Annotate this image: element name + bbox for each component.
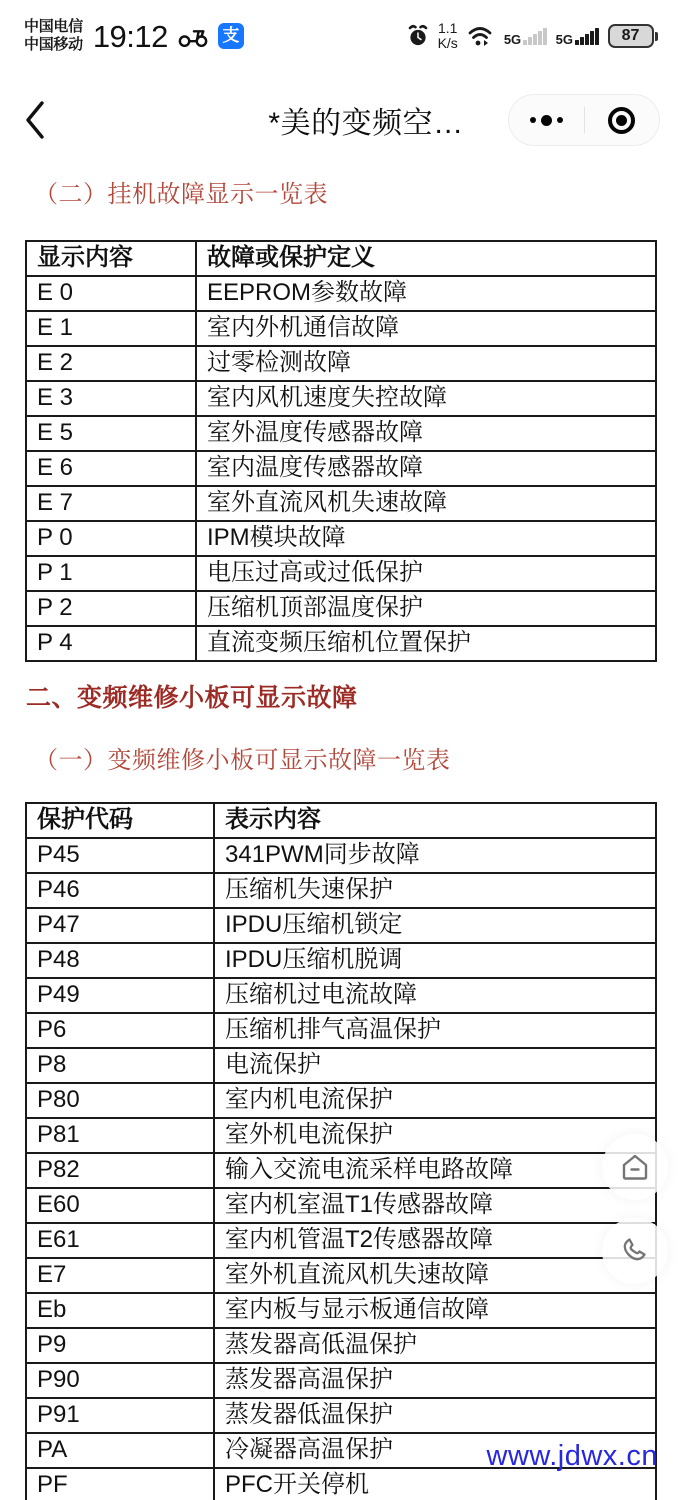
table-row [26,908,656,943]
signal-1-label: 5G [503,31,522,47]
cell-code: E 1 [26,311,196,346]
cell-description: 室内风机速度失控故障 [196,381,656,416]
cell-code: P81 [26,1118,214,1153]
cell-code: P82 [26,1153,214,1188]
cell-description: IPM模块故障 [196,521,656,556]
cell-code: E 6 [26,451,196,486]
cell-description: PFC开关停机 [214,1468,656,1500]
home-icon [618,1150,652,1184]
signal-2-label: 5G [555,31,573,47]
table-row [26,451,656,486]
table-row [26,1083,656,1118]
cell-description: 室内温度传感器故障 [196,451,656,486]
cell-description: 过零检测故障 [196,346,656,381]
cell-description: 室内外机通信故障 [196,311,656,346]
table-row [26,1188,656,1223]
floating-phone-button[interactable] [602,1218,668,1284]
chevron-left-icon [22,98,48,142]
watermark: www.jdwx.cn [486,1440,658,1472]
battery-level-label: 87 [608,24,654,48]
cell-code: P9 [26,1328,214,1363]
cell-description: 直流变频压缩机位置保护 [196,626,656,661]
page-title: *美的变频空… [268,107,464,140]
cell-code: Eb [26,1293,214,1328]
cell-code: P 2 [26,591,196,626]
status-bar-right [407,21,658,51]
table-row [26,1223,656,1258]
cell-code: E 0 [26,276,196,311]
fault-table-wall-unit [25,240,657,662]
table-row [26,346,656,381]
column-header-meaning: 表示内容 [214,803,656,838]
fault-table-repair-board [25,802,657,1500]
table-row [26,1258,656,1293]
table-row [26,416,656,451]
table-row [26,1118,656,1153]
more-dots-icon [530,115,563,126]
column-header-definition: 故障或保护定义 [196,241,656,276]
table1-body [26,276,656,661]
cell-description: 压缩机失速保护 [214,873,656,908]
table-row [26,1293,656,1328]
cell-code: P 0 [26,521,196,556]
battery-indicator [608,24,659,48]
cell-code: PA [26,1433,214,1468]
cell-code: E 7 [26,486,196,521]
cell-description: 电压过高或过低保护 [196,556,656,591]
signal-indicator-1 [504,28,547,45]
heading-section-2-1-sub: （一）变频维修小板可显示故障一览表 [34,747,451,774]
column-header-code: 显示内容 [26,241,196,276]
status-bar [0,0,682,72]
table-header-row [26,241,656,276]
cell-code: P80 [26,1083,214,1118]
table-header-row [26,803,656,838]
table-row [26,1048,656,1083]
cell-code: P47 [26,908,214,943]
table-row [26,873,656,908]
cell-code: E61 [26,1223,214,1258]
status-bar-left [24,18,244,54]
table-row [26,838,656,873]
column-header-protection-code: 保护代码 [26,803,214,838]
cell-code: E7 [26,1258,214,1293]
cell-description: 室内机室温T1传感器故障 [214,1188,656,1223]
cell-code: P8 [26,1048,214,1083]
table-row [26,626,656,661]
alarm-clock-icon [407,24,429,48]
cell-code: P45 [26,838,214,873]
cell-description: 压缩机过电流故障 [214,978,656,1013]
carrier-labels [24,18,83,54]
cell-description: IPDU压缩机脱调 [214,943,656,978]
table-row [26,486,656,521]
cell-code: P6 [26,1013,214,1048]
table-row [26,311,656,346]
signal-1-bars [523,28,547,45]
signal-indicator-2 [556,28,599,45]
cell-description: 室外直流风机失速故障 [196,486,656,521]
table2-body [26,838,656,1500]
alipay-icon: 支 [218,23,244,49]
table-row [26,1153,656,1188]
cell-description: 室内板与显示板通信故障 [214,1293,656,1328]
cell-description: 压缩机排气高温保护 [214,1013,656,1048]
heading-section-main: 二、变频维修小板可显示故障 [26,684,358,712]
heading-section-2-sub: （二）挂机故障显示一览表 [34,181,328,208]
navigation-bar [0,72,682,168]
cell-code: P 4 [26,626,196,661]
close-button[interactable] [585,107,660,134]
table-row [26,591,656,626]
wechat-capsule-bar [508,94,660,146]
phone-icon [618,1234,652,1268]
table-row [26,943,656,978]
table-row [26,1013,656,1048]
more-menu-button[interactable] [509,115,584,126]
network-speed-value: 1.1 [437,20,458,36]
table-row [26,556,656,591]
cell-description: 电流保护 [214,1048,656,1083]
cell-code: E60 [26,1188,214,1223]
cell-code: P91 [26,1398,214,1433]
back-button[interactable] [0,72,70,168]
cell-description: 室外机直流风机失速故障 [214,1258,656,1293]
table-row [26,978,656,1013]
cell-description: IPDU压缩机锁定 [214,908,656,943]
cell-description: 341PWM同步故障 [214,838,656,873]
scooter-icon [178,25,208,47]
cell-description: 蒸发器高温保护 [214,1363,656,1398]
cell-code: P49 [26,978,214,1013]
table-row [26,1363,656,1398]
cell-code: PF [26,1468,214,1500]
cell-description: 蒸发器高低温保护 [214,1328,656,1363]
cell-description: EEPROM参数故障 [196,276,656,311]
cell-description: 室外机电流保护 [214,1118,656,1153]
cell-code: P 1 [26,556,196,591]
floating-home-button[interactable] [602,1134,668,1200]
signal-2-bars [575,28,599,45]
cell-code: P46 [26,873,214,908]
cell-description: 室外温度传感器故障 [196,416,656,451]
status-bar-clock: 19:12 [92,18,168,54]
cell-description: 室内机电流保护 [214,1083,656,1118]
network-speed-indicator [438,21,458,51]
cell-description: 室内机管温T2传感器故障 [214,1223,656,1258]
table-row [26,521,656,556]
cell-code: E 2 [26,346,196,381]
cell-description: 冷凝器高温保护 [214,1433,656,1468]
table-row [26,1398,656,1433]
carrier-primary-label: 中国电信 [24,18,83,35]
cell-code: E 5 [26,416,196,451]
cell-code: P48 [26,943,214,978]
cell-code: P90 [26,1363,214,1398]
table-row [26,381,656,416]
cell-description: 压缩机顶部温度保护 [196,591,656,626]
carrier-secondary-label: 中国移动 [24,36,83,53]
cell-description: 蒸发器低温保护 [214,1398,656,1433]
target-circle-icon [608,107,635,134]
table-row [26,1328,656,1363]
battery-tip [655,32,658,41]
cell-description: 输入交流电流采样电路故障 [214,1153,656,1188]
network-speed-unit: K/s [437,35,458,51]
table-row [26,276,656,311]
wifi-icon [467,25,495,47]
cell-code: E 3 [26,381,196,416]
